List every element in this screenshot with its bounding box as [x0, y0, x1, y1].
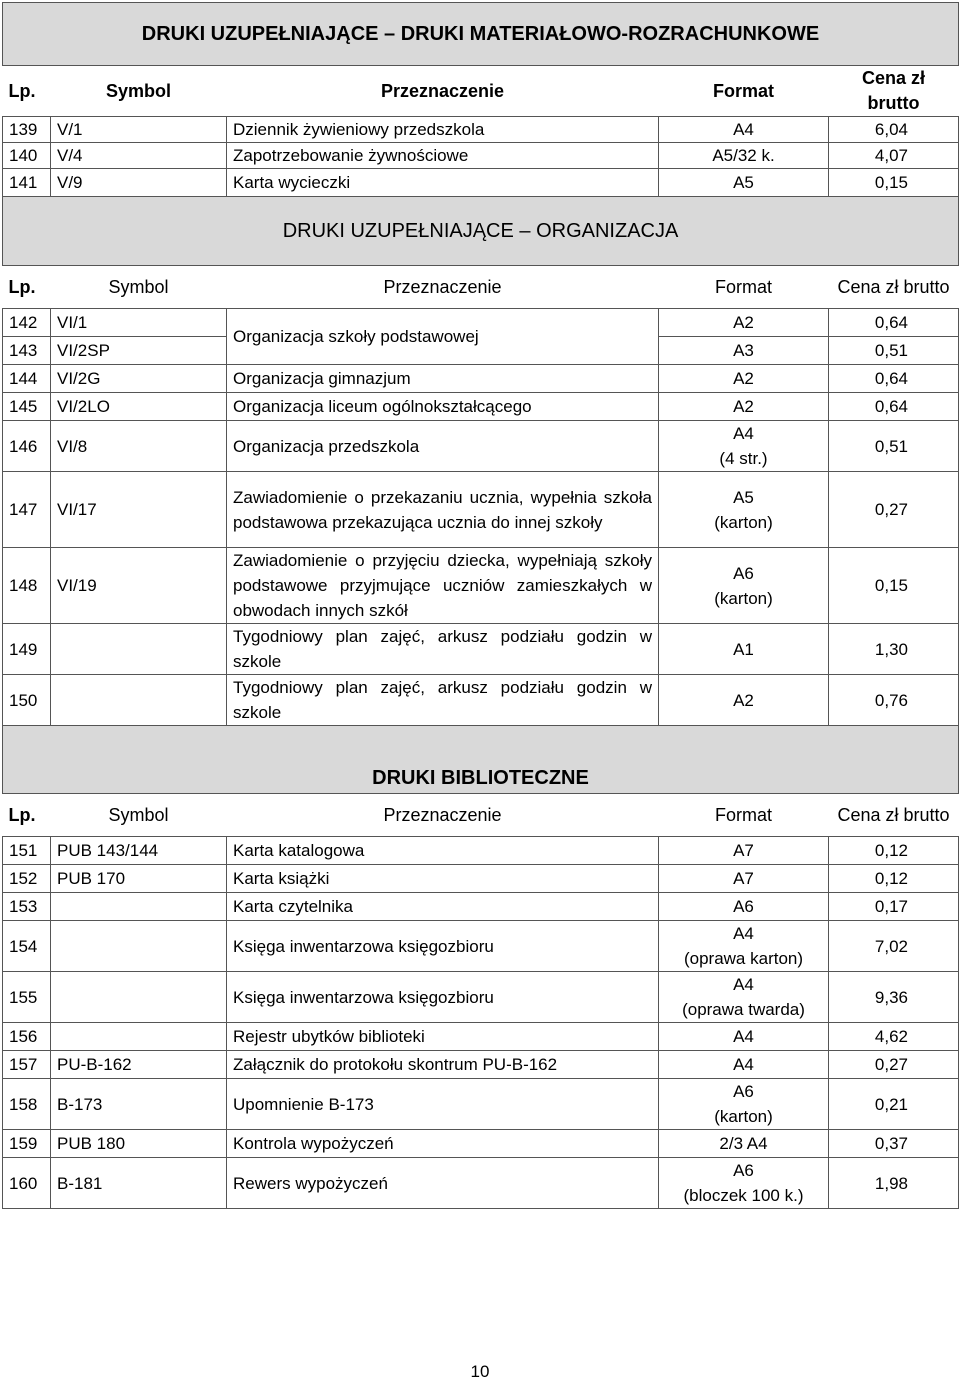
header-price: Cena zł brutto [829, 66, 959, 117]
format-note: (karton) [714, 512, 773, 532]
cell-format [659, 1079, 829, 1130]
cell-format [659, 1158, 829, 1209]
cell-lp: 142 [3, 309, 51, 337]
cell-lp: 147 [3, 472, 51, 548]
table-row [3, 865, 959, 893]
table-row [3, 548, 959, 624]
cell-purpose: Kontrola wypożyczeń [227, 1130, 659, 1158]
format-note: (oprawa twarda) [682, 1000, 805, 1019]
cell-price: 4,07 [829, 143, 959, 169]
cell-lp: 156 [3, 1023, 51, 1051]
format-line: A6 [733, 1082, 754, 1101]
cell-symbol: VI/1 [51, 309, 227, 337]
table-row [3, 675, 959, 726]
cell-symbol: V/1 [51, 117, 227, 143]
header-purpose: Przeznaczenie [227, 66, 659, 117]
table-row [3, 893, 959, 921]
cell-price: 0,76 [829, 675, 959, 726]
header-price: Cena zł brutto [837, 804, 950, 825]
table-row [3, 1158, 959, 1209]
table-row [3, 169, 959, 197]
cell-format: A1 [659, 624, 829, 675]
cell-symbol: PUB 143/144 [51, 837, 227, 865]
section-title: DRUKI UZUPEŁNIAJĄCE – DRUKI MATERIAŁOWO-ROZRACHUNKOWE [3, 3, 959, 66]
cell-price: 0,27 [829, 472, 959, 548]
cell-symbol: VI/19 [51, 548, 227, 624]
cell-symbol: V/4 [51, 143, 227, 169]
header-symbol: Symbol [51, 66, 227, 117]
cell-format: A4 [659, 1051, 829, 1079]
format-line: A5 [733, 487, 754, 507]
cell-lp: 141 [3, 169, 51, 197]
cell-price: 0,64 [829, 309, 959, 337]
header-purpose: Przeznaczenie [383, 276, 502, 297]
section-title: DRUKI BIBLIOTECZNE [3, 726, 959, 794]
cell-format: A6 [659, 893, 829, 921]
cell-purpose: Dziennik żywieniowy przedszkola [227, 117, 659, 143]
cell-symbol: B-173 [51, 1079, 227, 1130]
table-row [3, 921, 959, 972]
format-note: (bloczek 100 k.) [683, 1186, 804, 1205]
table-row [3, 309, 959, 337]
table-row [3, 421, 959, 472]
cell-lp: 155 [3, 972, 51, 1023]
cell-symbol [51, 921, 227, 972]
cell-purpose: Zapotrzebowanie żywnościowe [227, 143, 659, 169]
cell-purpose: Rewers wypożyczeń [227, 1158, 659, 1209]
cell-symbol [51, 972, 227, 1023]
cell-purpose: Karta wycieczki [227, 169, 659, 197]
header-row [3, 66, 959, 117]
cell-format [659, 972, 829, 1023]
table-row [3, 1023, 959, 1051]
price-list-page [2, 2, 958, 1209]
table-row [3, 393, 959, 421]
cell-format [659, 421, 829, 472]
cell-purpose: Organizacja gimnazjum [227, 365, 659, 393]
table-row [3, 1130, 959, 1158]
cell-lp: 149 [3, 624, 51, 675]
cell-purpose: Organizacja szkoły podstawowej [227, 309, 659, 365]
header-purpose: Przeznaczenie [383, 804, 502, 825]
format-line: A6 [733, 563, 754, 583]
cell-purpose: Tygodniowy plan zajęć, arkusz podziału godzin w szkole [227, 675, 659, 726]
section-title-row [3, 197, 959, 266]
cell-symbol: V/9 [51, 169, 227, 197]
format-line: A4 [733, 924, 754, 943]
cell-price: 0,12 [829, 865, 959, 893]
cell-format: A2 [659, 309, 829, 337]
cell-lp: 150 [3, 675, 51, 726]
header-format: Format [659, 66, 829, 117]
cell-format: A2 [659, 393, 829, 421]
table-row [3, 1051, 959, 1079]
price-table [2, 2, 959, 1209]
format-note: (oprawa karton) [683, 949, 804, 968]
cell-purpose: Karta katalogowa [227, 837, 659, 865]
cell-format: A5 [659, 169, 829, 197]
cell-price: 0,12 [829, 837, 959, 865]
cell-symbol: PUB 180 [51, 1130, 227, 1158]
cell-price: 0,37 [829, 1130, 959, 1158]
cell-format [659, 548, 829, 624]
table-row [3, 117, 959, 143]
cell-purpose: Zawiadomienie o przyjęciu dziecka, wypełniają szkoły podstawowe przyjmujące uczniów zamieszkałych w obwodach innych szkół [227, 548, 659, 624]
cell-lp: 159 [3, 1130, 51, 1158]
format-note: (karton) [714, 1107, 773, 1126]
cell-lp: 157 [3, 1051, 51, 1079]
cell-symbol: VI/2SP [51, 337, 227, 365]
cell-format [659, 472, 829, 548]
cell-price: 0,51 [829, 421, 959, 472]
cell-purpose: Księga inwentarzowa księgozbioru [227, 921, 659, 972]
cell-lp: 154 [3, 921, 51, 972]
header-row [3, 794, 959, 837]
cell-price: 0,15 [829, 548, 959, 624]
cell-price: 0,27 [829, 1051, 959, 1079]
section-title-row [3, 3, 959, 66]
cell-lp: 139 [3, 117, 51, 143]
format-line: A6 [733, 1161, 754, 1180]
header-price: Cena zł brutto [837, 276, 950, 297]
cell-symbol: VI/2G [51, 365, 227, 393]
header-row [3, 266, 959, 309]
cell-price: 7,02 [829, 921, 959, 972]
table-row [3, 472, 959, 548]
table-row [3, 143, 959, 169]
header-lp: Lp. [3, 66, 51, 117]
cell-format: A3 [659, 337, 829, 365]
cell-purpose: Organizacja przedszkola [227, 421, 659, 472]
cell-purpose: Tygodniowy plan zajęć, arkusz podziału godzin w szkole [227, 624, 659, 675]
cell-purpose: Zawiadomienie o przekazaniu ucznia, wypełnia szkoła podstawowa przekazująca ucznia do innej szkoły [227, 472, 659, 548]
cell-price: 0,51 [829, 337, 959, 365]
cell-purpose: Karta czytelnika [227, 893, 659, 921]
cell-format: A2 [659, 675, 829, 726]
cell-purpose: Załącznik do protokołu skontrum PU-B-162 [227, 1051, 659, 1079]
cell-lp: 158 [3, 1079, 51, 1130]
format-note: (4 str.) [719, 449, 768, 468]
cell-purpose: Upomnienie B-173 [227, 1079, 659, 1130]
header-format: Format [714, 276, 772, 297]
cell-symbol: VI/8 [51, 421, 227, 472]
cell-format: A2 [659, 365, 829, 393]
cell-format [659, 921, 829, 972]
cell-price: 1,98 [829, 1158, 959, 1209]
cell-symbol: VI/2LO [51, 393, 227, 421]
cell-lp: 144 [3, 365, 51, 393]
format-line: A4 [733, 424, 754, 443]
format-note: (karton) [714, 588, 773, 608]
header-lp: Lp. [8, 276, 36, 297]
cell-symbol: PUB 170 [51, 865, 227, 893]
table-row [3, 624, 959, 675]
page-number: 10 [470, 1362, 490, 1381]
cell-format: A7 [659, 837, 829, 865]
cell-format: A4 [659, 1023, 829, 1051]
table-row [3, 365, 959, 393]
cell-price: 1,30 [829, 624, 959, 675]
section-title-row [3, 726, 959, 794]
cell-symbol [51, 675, 227, 726]
cell-purpose: Karta książki [227, 865, 659, 893]
cell-price: 0,17 [829, 893, 959, 921]
cell-purpose: Księga inwentarzowa księgozbioru [227, 972, 659, 1023]
cell-symbol [51, 624, 227, 675]
cell-lp: 145 [3, 393, 51, 421]
table-row [3, 972, 959, 1023]
cell-price: 0,21 [829, 1079, 959, 1130]
cell-price: 0,15 [829, 169, 959, 197]
format-line: A4 [733, 975, 754, 994]
header-symbol: Symbol [108, 804, 169, 825]
cell-format: A7 [659, 865, 829, 893]
header-lp: Lp. [8, 804, 36, 825]
cell-symbol [51, 1023, 227, 1051]
cell-price: 0,64 [829, 365, 959, 393]
cell-lp: 143 [3, 337, 51, 365]
cell-symbol: PU-B-162 [51, 1051, 227, 1079]
cell-lp: 148 [3, 548, 51, 624]
header-format: Format [714, 804, 772, 825]
cell-symbol: B-181 [51, 1158, 227, 1209]
cell-lp: 140 [3, 143, 51, 169]
cell-format: A5/32 k. [659, 143, 829, 169]
cell-lp: 160 [3, 1158, 51, 1209]
cell-purpose: Organizacja liceum ogólnokształcącego [227, 393, 659, 421]
cell-price: 4,62 [829, 1023, 959, 1051]
cell-price: 6,04 [829, 117, 959, 143]
cell-format: A4 [659, 117, 829, 143]
cell-lp: 153 [3, 893, 51, 921]
cell-format: 2/3 A4 [659, 1130, 829, 1158]
section-title: DRUKI UZUPEŁNIAJĄCE – ORGANIZACJA [3, 197, 959, 266]
cell-lp: 151 [3, 837, 51, 865]
cell-price: 0,64 [829, 393, 959, 421]
cell-symbol [51, 893, 227, 921]
header-symbol: Symbol [108, 276, 169, 297]
table-row [3, 837, 959, 865]
cell-purpose: Rejestr ubytków biblioteki [227, 1023, 659, 1051]
cell-lp: 146 [3, 421, 51, 472]
table-row [3, 1079, 959, 1130]
cell-lp: 152 [3, 865, 51, 893]
cell-price: 9,36 [829, 972, 959, 1023]
cell-symbol: VI/17 [51, 472, 227, 548]
